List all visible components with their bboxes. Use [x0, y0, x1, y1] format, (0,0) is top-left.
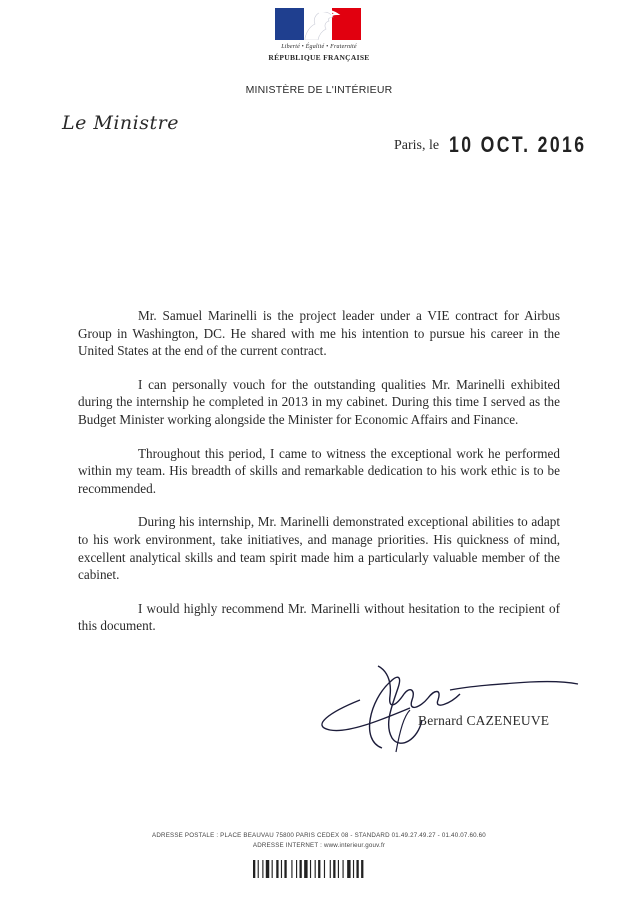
date-stamp: 10 OCT. 2016: [449, 132, 587, 157]
body-paragraph-1: Mr. Samuel Marinelli is the project leader under a VIE contract for Airbus Group in Washington, DC. He shared with me his intention to pursue his career in the United States at the end of the current contract.: [78, 308, 560, 359]
barcode-bar: [258, 860, 259, 878]
barcode-bar: [284, 860, 286, 878]
date-line: [394, 132, 621, 158]
handwritten-signature: [300, 660, 580, 760]
barcode-bar: [324, 860, 325, 878]
date-place: Paris, le: [394, 138, 440, 153]
barcode-bar: [281, 860, 282, 878]
minister-title: Le Ministre: [62, 112, 179, 134]
body-paragraph-4: During his internship, Mr. Marinelli demonstrated exceptional abilities to adapt to his work environment, take initiatives, and manage priorities. His quickness of mind, excellent analytical skills and team spirit made him a particularly valuable member of the cabinet.: [78, 514, 560, 583]
barcode-bar: [330, 860, 331, 878]
barcode-bar: [300, 860, 302, 878]
barcode-bar: [272, 860, 273, 878]
body-paragraph-3: Throughout this period, I came to witness the exceptional work he performed within my team. His breadth of skills and remarkable dedication to his work ethic is to be recommended.: [78, 445, 560, 496]
barcode-bar: [276, 860, 278, 878]
barcode-bar: [347, 860, 350, 878]
body-paragraph-2: I can personally vouch for the outstanding qualities Mr. Marinelli exhibited during the internship he completed in 2013 in my cabinet. During this time I served as the Budget Minister working alongside the Minister for Economic Affairs and Finance.: [78, 376, 560, 427]
barcode-bar: [262, 860, 263, 878]
barcode-bar: [333, 860, 335, 878]
letter-body: [78, 307, 560, 651]
signatory-name: Bernard CAZENEUVE: [418, 713, 550, 728]
barcode-bar: [291, 860, 292, 878]
barcode-bar: [318, 860, 320, 878]
marianne-logo: [275, 8, 361, 40]
footer-internet-address: ADRESSE INTERNET : www.interieur.gouv.fr: [252, 842, 386, 849]
ministry-name: MINISTÈRE DE L'INTÉRIEUR: [245, 84, 393, 96]
barcode-bar: [361, 860, 363, 878]
republic-name: RÉPUBLIQUE FRANÇAISE: [268, 53, 370, 62]
barcode-bar: [338, 860, 339, 878]
barcode-bar: [296, 860, 297, 878]
barcode-bar: [310, 860, 311, 878]
barcode-bar: [356, 860, 358, 878]
barcode-bar: [266, 860, 269, 878]
republic-motto: Liberté • Égalité • Fraternité: [281, 44, 357, 50]
body-paragraph-5: I would highly recommend Mr. Marinelli without hesitation to the recipient of this document.: [78, 600, 560, 634]
barcode: [253, 860, 385, 878]
barcode-bar: [353, 860, 354, 878]
barcode-bar: [304, 860, 307, 878]
footer-postal-address: ADRESSE POSTALE : PLACE BEAUVAU 75800 PARIS CEDEX 08 - STANDARD 01.49.27.49.27 - 01.40.07.60.60: [152, 832, 486, 839]
barcode-bar: [253, 860, 255, 878]
barcode-bar: [343, 860, 344, 878]
barcode-bar: [315, 860, 316, 878]
